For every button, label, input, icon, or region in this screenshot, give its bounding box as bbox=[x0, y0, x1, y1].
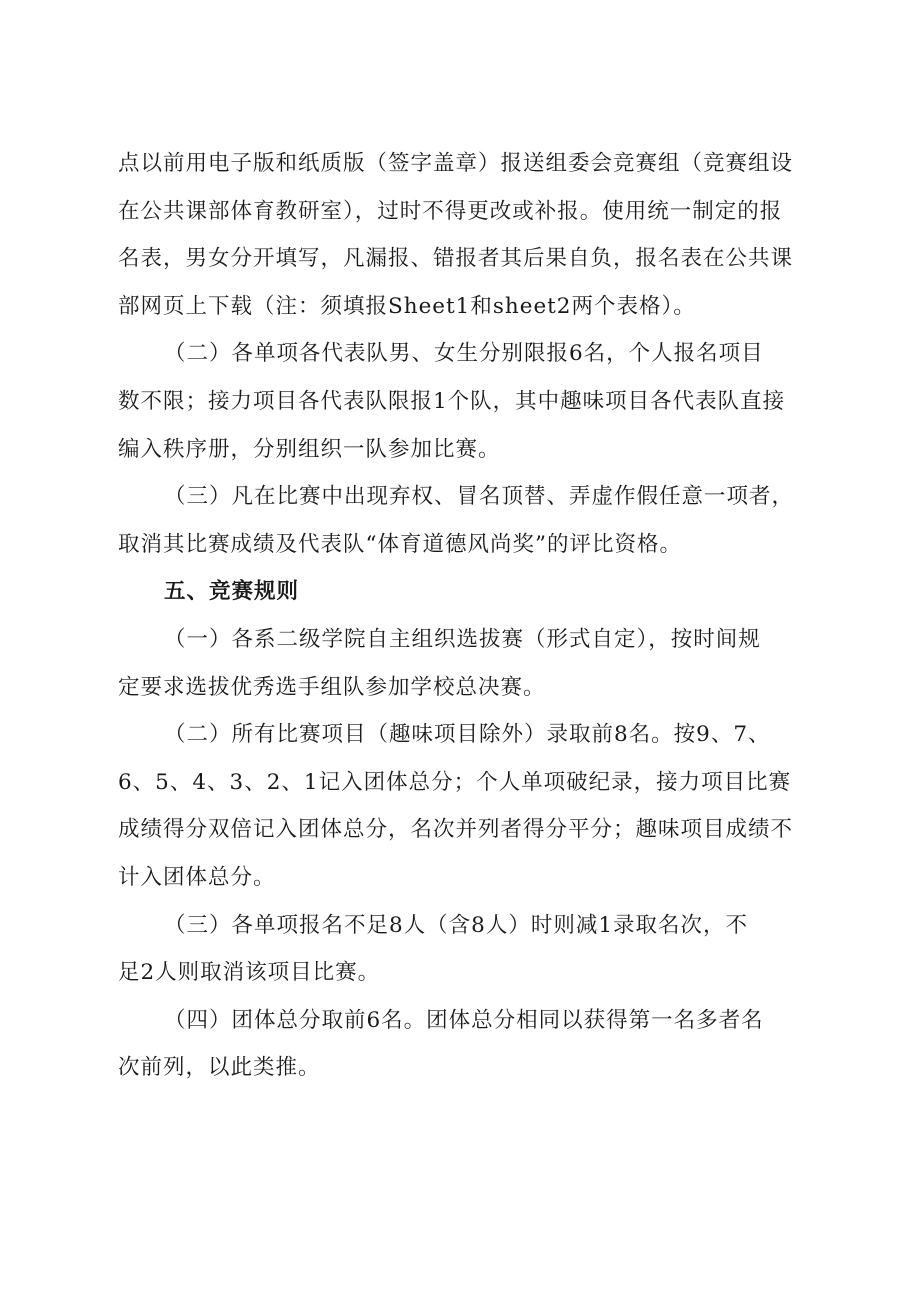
paragraph-line: 点以前用电子版和纸质版（签字盖章）报送组委会竞赛组（竞赛组设 bbox=[118, 151, 794, 176]
paragraph-line: 部网页上下载（注：须填报Sheet1和sheet2两个表格）。 bbox=[118, 293, 696, 319]
paragraph-line: （一）各系二级学院自主组织选拔赛（形式自定），按时间规 bbox=[164, 626, 761, 652]
paragraph-line: 足2人则取消该项目比赛。 bbox=[118, 960, 381, 986]
paragraph-line: 成绩得分双倍记入团体总分，名次并列者得分平分；趣味项目成绩不 bbox=[118, 817, 794, 843]
paragraph-line: 在公共课部体育教研室），过时不得更改或补报。使用统一制定的报 bbox=[118, 198, 783, 224]
paragraph-line: 次前列，以此类推。 bbox=[118, 1055, 321, 1081]
paragraph-line: 6、5、4、3、2、1记入团体总分；个人单项破纪录，接力项目比赛 bbox=[118, 769, 792, 795]
document-body bbox=[118, 140, 818, 1092]
paragraph-line: 定要求选拔优秀选手组队参加学校总决赛。 bbox=[118, 674, 546, 700]
paragraph-line: （三）各单项报名不足8人（含8人）时则减1录取名次，不 bbox=[164, 912, 749, 938]
paragraph-line: 计入团体总分。 bbox=[118, 864, 276, 890]
paragraph-line: 编入秩序册，分别组织一队参加比赛。 bbox=[118, 436, 501, 462]
section-heading: 五、竞赛规则 bbox=[164, 579, 300, 605]
paragraph-line: （四）团体总分取前6名。团体总分相同以获得第一名多者名 bbox=[164, 1007, 764, 1033]
paragraph-line: 数不限；接力项目各代表队限报1个队，其中趣味项目各代表队直接 bbox=[118, 388, 786, 414]
paragraph-line: 名表，男女分开填写，凡漏报、错报者其后果自负，报名表在公共课 bbox=[118, 246, 794, 272]
paragraph-line: （二）所有比赛项目（趣味项目除外）录取前8名。按9、7、 bbox=[164, 722, 771, 748]
paragraph-line: （二）各单项各代表队男、女生分别限报6名，个人报名项目 bbox=[164, 341, 764, 367]
paragraph-line: （三）凡在比赛中出现弃权、冒名顶替、弄虚作假任意一项者， bbox=[164, 484, 795, 510]
paragraph-line: 取消其比赛成绩及代表队“体育道德风尚奖”的评比资格。 bbox=[118, 531, 682, 557]
